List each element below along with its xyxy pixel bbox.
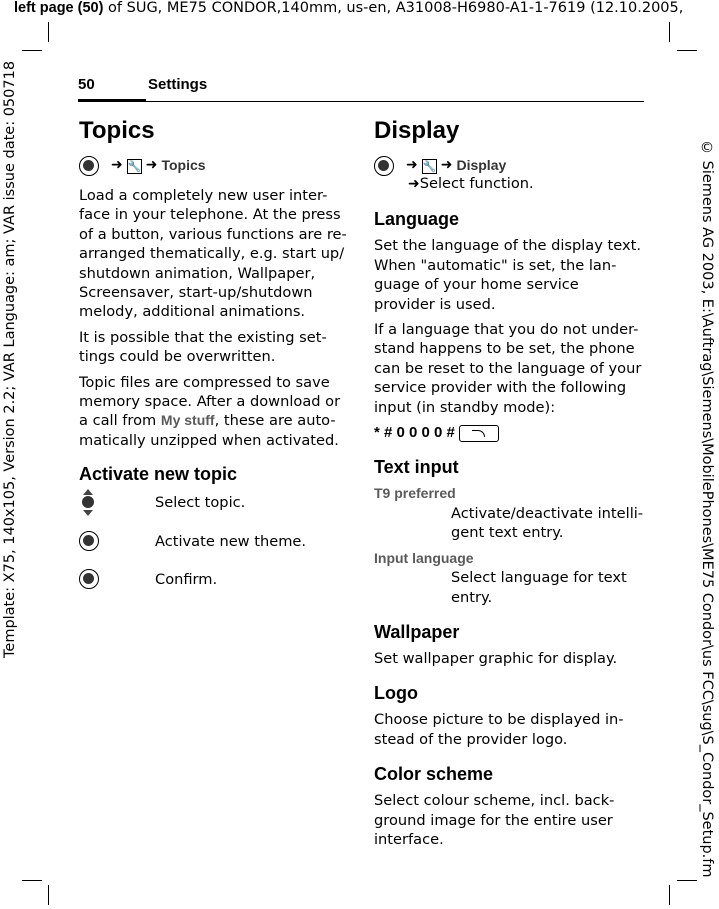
crop-mark [48, 885, 49, 905]
language-paragraph: If a language that you do not under-stand happens to be set, the phone can be reset to the language of your service provider with the following input (in standby mode): [374, 321, 642, 416]
step-text: Activate new theme. [155, 533, 307, 551]
copyright-path: © Siemens AG 2003, E:\Auftrag\Siemens\MobilePhones\ME75 Condor\us FCC\sug\S_Condor_Setup.fm [699, 140, 715, 878]
crop-mark [22, 880, 42, 881]
wallpaper-desc: Set wallpaper graphic for display. [374, 649, 618, 667]
language-paragraph: Set the language of the display text. When "automatic" is set, the lan-guage of your home service provider is used. [374, 237, 641, 313]
section-title: Settings [148, 76, 208, 93]
call-key-icon [459, 425, 499, 442]
color-scheme-desc: Select colour scheme, incl. back-ground image for the entire user interface. [374, 792, 615, 848]
select-function: ➜Select function. [408, 175, 534, 192]
crop-mark [669, 885, 670, 905]
text-input-heading: Text input [374, 457, 459, 478]
slug-line [14, 0, 683, 16]
logo-desc: Choose picture to be displayed in-stead of the provider logo. [374, 711, 624, 748]
step-text: Select topic. [155, 494, 246, 512]
language-heading: Language [374, 209, 460, 230]
t9-preferred-label: T9 preferred [374, 485, 456, 502]
slug-rest: of SUG, ME75 CONDOR,140mm, us-en, A31008-H6980-A1-1-7619 (12.10.2005, [103, 0, 684, 16]
input-language-desc: Select language for text entry. [451, 569, 627, 606]
display-heading: Display [374, 117, 460, 144]
crop-mark [677, 880, 697, 881]
topics-nav-label: Topics [161, 157, 206, 174]
wallpaper-heading: Wallpaper [374, 621, 460, 642]
display-column [374, 117, 644, 849]
topics-heading: Topics [79, 117, 155, 144]
topics-paragraph: Topic files are compressed to save memory space. After a download or a call from My stuff, these are auto-matically unzipped when activated. [79, 373, 341, 449]
settings-tool-icon: 🔧 [127, 159, 142, 173]
step-text: Confirm. [155, 571, 218, 589]
step-row [79, 489, 347, 519]
arrow-icon: ➜ [111, 157, 123, 174]
header-rule [78, 101, 644, 102]
crop-mark [22, 50, 42, 51]
logo-heading: Logo [374, 683, 418, 704]
joystick-icon [79, 156, 99, 176]
activate-topic-heading: Activate new topic [79, 464, 238, 485]
topics-column [79, 117, 347, 595]
display-nav-label: Display [456, 157, 507, 174]
joystick-icon [79, 531, 99, 551]
arrow-icon: ➜ [440, 157, 453, 174]
arrow-icon: ➜ [145, 157, 158, 174]
arrow-icon: ➜ [408, 176, 420, 192]
template-info: Template: X75, 140x105, Version 2.2; VAR Language: am; VAR issue date: 050718 [2, 60, 18, 658]
topics-paragraph: It is possible that the existing set-tings could be overwritten. [79, 328, 327, 366]
topics-paragraph: Load a completely new user inter-face in your telephone. At the press of a button, various functions are re-arranged thematically, e.g. start up/ shutdown animation, Wallpaper, Screensaver, start-up/shutdown melody, additional animations. [79, 187, 347, 321]
header-rule-accent [78, 99, 146, 102]
joystick-icon [79, 569, 99, 589]
crop-mark [669, 22, 670, 42]
step-row [79, 527, 347, 557]
page-number: 50 [78, 76, 95, 93]
color-scheme-heading: Color scheme [374, 764, 494, 785]
up-down-joystick-icon [79, 489, 99, 517]
input-language-label: Input language [374, 549, 474, 566]
slug-page: left page (50) [14, 0, 104, 16]
my-stuff-label: My stuff [160, 412, 215, 429]
crop-mark [48, 22, 49, 42]
step-row [79, 565, 347, 595]
joystick-icon [374, 156, 394, 176]
topics-nav-path [79, 154, 347, 178]
reset-code: * # 0 0 0 0 # [374, 423, 644, 442]
settings-tool-icon: 🔧 [422, 159, 437, 173]
crop-mark [677, 50, 697, 51]
arrow-icon: ➜ [406, 157, 418, 174]
t9-preferred-desc: Activate/deactivate intelli-gent text entry. [451, 504, 644, 542]
